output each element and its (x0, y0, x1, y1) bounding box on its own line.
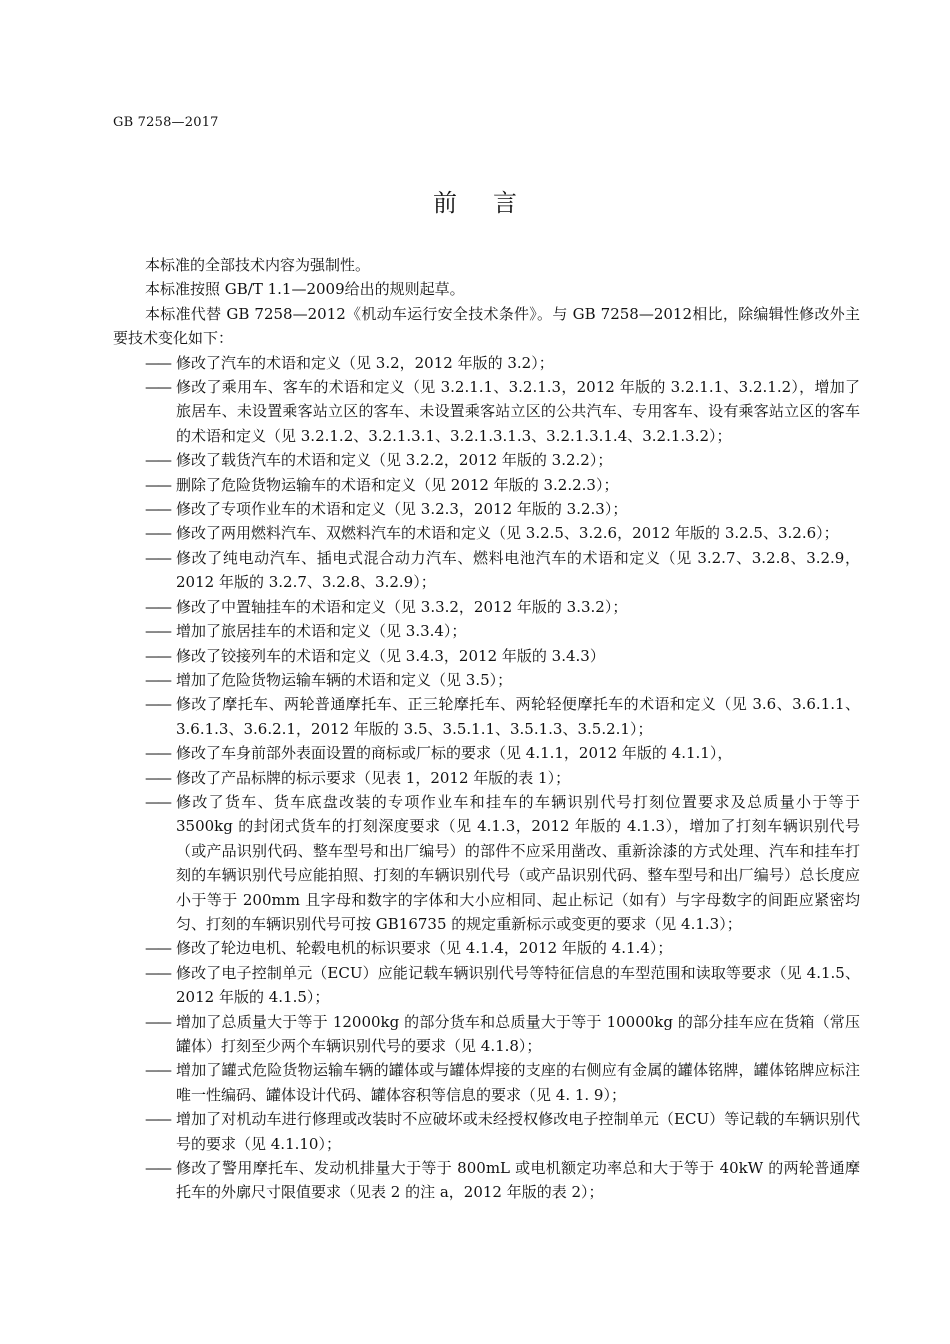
change-item (113, 351, 860, 375)
change-item (113, 448, 860, 472)
page-title: 前言 (433, 189, 553, 217)
change-item (113, 375, 860, 448)
change-text: 修改了两用燃料汽车、双燃料汽车的术语和定义（见 3.2.5、3.2.6，2012 年版的 3.2.5、3.2.6）； (176, 524, 839, 543)
dash-marker: —— (145, 475, 169, 494)
change-text: 修改了轮边电机、轮毂电机的标识要求（见 4.1.4，2012 年版的 4.1.4）； (176, 939, 673, 958)
dash-marker: —— (145, 353, 169, 372)
intro-paragraph: 本标准代替 GB 7258—2012《机动车运行安全技术条件》。与 GB 7258—2012相比，除编辑性修改外主要技术变化如下： (113, 304, 860, 348)
dash-marker: —— (145, 1159, 169, 1178)
dash-marker: —— (145, 1110, 169, 1129)
change-text: 修改了中置轴挂车的术语和定义（见 3.3.2，2012 年版的 3.3.2）； (176, 597, 628, 616)
change-text: 修改了车身前部外表面设置的商标或厂标的要求（见 4.1.1，2012 年版的 4.1.1）， (176, 744, 733, 763)
change-item (113, 790, 860, 936)
change-text: 增加了旅居挂车的术语和定义（见 3.3.4）； (176, 622, 467, 641)
change-item (113, 1058, 860, 1107)
change-item (113, 595, 860, 619)
change-item (113, 1107, 860, 1156)
change-item (113, 619, 860, 643)
dash-marker: —— (145, 695, 169, 714)
dash-marker: —— (145, 768, 169, 787)
intro-paragraph: 本标准的全部技术内容为强制性。 (145, 256, 371, 274)
document-body (113, 253, 860, 1205)
dash-marker: —— (145, 792, 169, 811)
change-item (113, 1156, 860, 1205)
dash-marker: —— (145, 939, 169, 958)
change-text: 修改了警用摩托车、发动机排量大于等于 800mL 或电机额定功率总和大于等于 40kW 的两轮普通摩托车的外廓尺寸限值要求（见表 2 的注 a，2012 年版的表 2）； (176, 1159, 860, 1202)
dash-marker: —— (145, 597, 169, 616)
change-text: 增加了危险货物运输车辆的术语和定义（见 3.5）； (176, 670, 513, 689)
change-text: 修改了产品标牌的标示要求（见表 1，2012 年版的表 1）； (176, 768, 571, 787)
change-text: 修改了载货汽车的术语和定义（见 3.2.2，2012 年版的 3.2.2）； (176, 451, 613, 470)
change-item (113, 1010, 860, 1059)
standard-code-header: GB 7258—2017 (113, 115, 219, 130)
change-item (113, 668, 860, 692)
change-text: 修改了纯电动汽车、插电式混合动力汽车、燃料电池汽车的术语和定义（见 3.2.7、3.2.8、3.2.9，2012 年版的 3.2.7、3.2.8、3.2.9）； (176, 548, 860, 592)
intro-paragraph: 本标准按照 GB/T 1.1—2009给出的规则起草。 (145, 280, 465, 299)
change-text: 删除了危险货物运输车的术语和定义（见 2012 年版的 3.2.2.3）； (176, 475, 619, 494)
change-item (113, 644, 860, 668)
change-item (113, 936, 860, 960)
dash-marker: —— (145, 1012, 169, 1031)
dash-marker: —— (145, 548, 169, 567)
dash-marker: —— (145, 378, 169, 397)
dash-marker: —— (145, 646, 169, 665)
change-text: 修改了专项作业车的术语和定义（见 3.2.3，2012 年版的 3.2.3）； (176, 500, 628, 519)
change-text: 修改了铰接列车的术语和定义（见 3.4.3，2012 年版的 3.4.3） (176, 646, 605, 665)
change-item (113, 766, 860, 790)
change-text: 修改了乘用车、客车的术语和定义（见 3.2.1.1、3.2.1.3，2012 年版的 3.2.1.1、3.2.1.2），增加了旅居车、未设置乘客站立区的客车、未设置乘客站立区的公共汽车、专用客车、设有乘客站立区的客车的术语和定义（见 3.2.1.2、3.2.1.3.1、3.2.1.3.1.3、3.2.1.3.1.4、3.2.1.3.2）； (176, 378, 860, 445)
change-item (113, 961, 860, 1010)
change-item (113, 692, 860, 741)
change-text: 增加了对机动车进行修理或改装时不应破坏或未经授权修改电子控制单元（ECU）等记载的车辆识别代号的要求（见 4.1.10）； (176, 1110, 860, 1153)
change-item (113, 521, 860, 545)
dash-marker: —— (145, 451, 169, 470)
dash-marker: —— (145, 1061, 169, 1080)
change-text: 修改了汽车的术语和定义（见 3.2，2012 年版的 3.2）； (176, 353, 554, 372)
change-text: 增加了总质量大于等于 12000kg 的部分货车和总质量大于等于 10000kg 的部分挂车应在货箱（常压罐体）打刻至少两个车辆识别代号的要求（见 4.1.8）； (176, 1012, 860, 1055)
changes-list (113, 351, 860, 1205)
change-text: 修改了摩托车、两轮普通摩托车、正三轮摩托车、两轮轻便摩托车的术语和定义（见 3.6、3.6.1.1、3.6.1.3、3.6.2.1，2012 年版的 3.5、3.5.1.1、3.5.1.3、3.5.2.1）； (176, 695, 860, 738)
change-item (113, 741, 860, 765)
change-item (113, 473, 860, 497)
dash-marker: —— (145, 500, 169, 519)
dash-marker: —— (145, 670, 169, 689)
change-item (113, 497, 860, 521)
change-text: 修改了货车、货车底盘改装的专项作业车和挂车的车辆识别代号打刻位置要求及总质量小于等于 3500kg 的封闭式货车的打刻深度要求（见 4.1.3，2012 年版的 4.1.3），增加了打刻车辆识别代号（或产品识别代码、整车型号和出厂编号）的部件不应采用凿改、重新涂漆的方式处理、汽车和挂车打刻的车辆识别代号应能拍照、打刻的车辆识别代号（或产品识别代码、整车型号和出厂编号）总长度应小于等于 200mm 且字母和数字的字体和大小应相同、起止标记（如有）与字母数字的间距应紧密均匀、打刻的车辆识别代号可按 GB16735 的规定重新标示或变更的要求（见 4.1.3）； (176, 792, 860, 933)
dash-marker: —— (145, 622, 169, 641)
change-text: 增加了罐式危险货物运输车辆的罐体或与罐体焊接的支座的右侧应有金属的罐体铭牌，罐体铭牌应标注唯一性编码、罐体设计代码、罐体容积等信息的要求（见 4. 1. 9）； (176, 1061, 860, 1104)
change-item (113, 546, 860, 595)
dash-marker: —— (145, 524, 169, 543)
dash-marker: —— (145, 744, 169, 763)
dash-marker: —— (145, 963, 169, 982)
change-text: 修改了电子控制单元（ECU）应能记载车辆识别代号等特征信息的车型范围和读取等要求（见 4.1.5、2012 年版的 4.1.5）； (176, 963, 860, 1007)
